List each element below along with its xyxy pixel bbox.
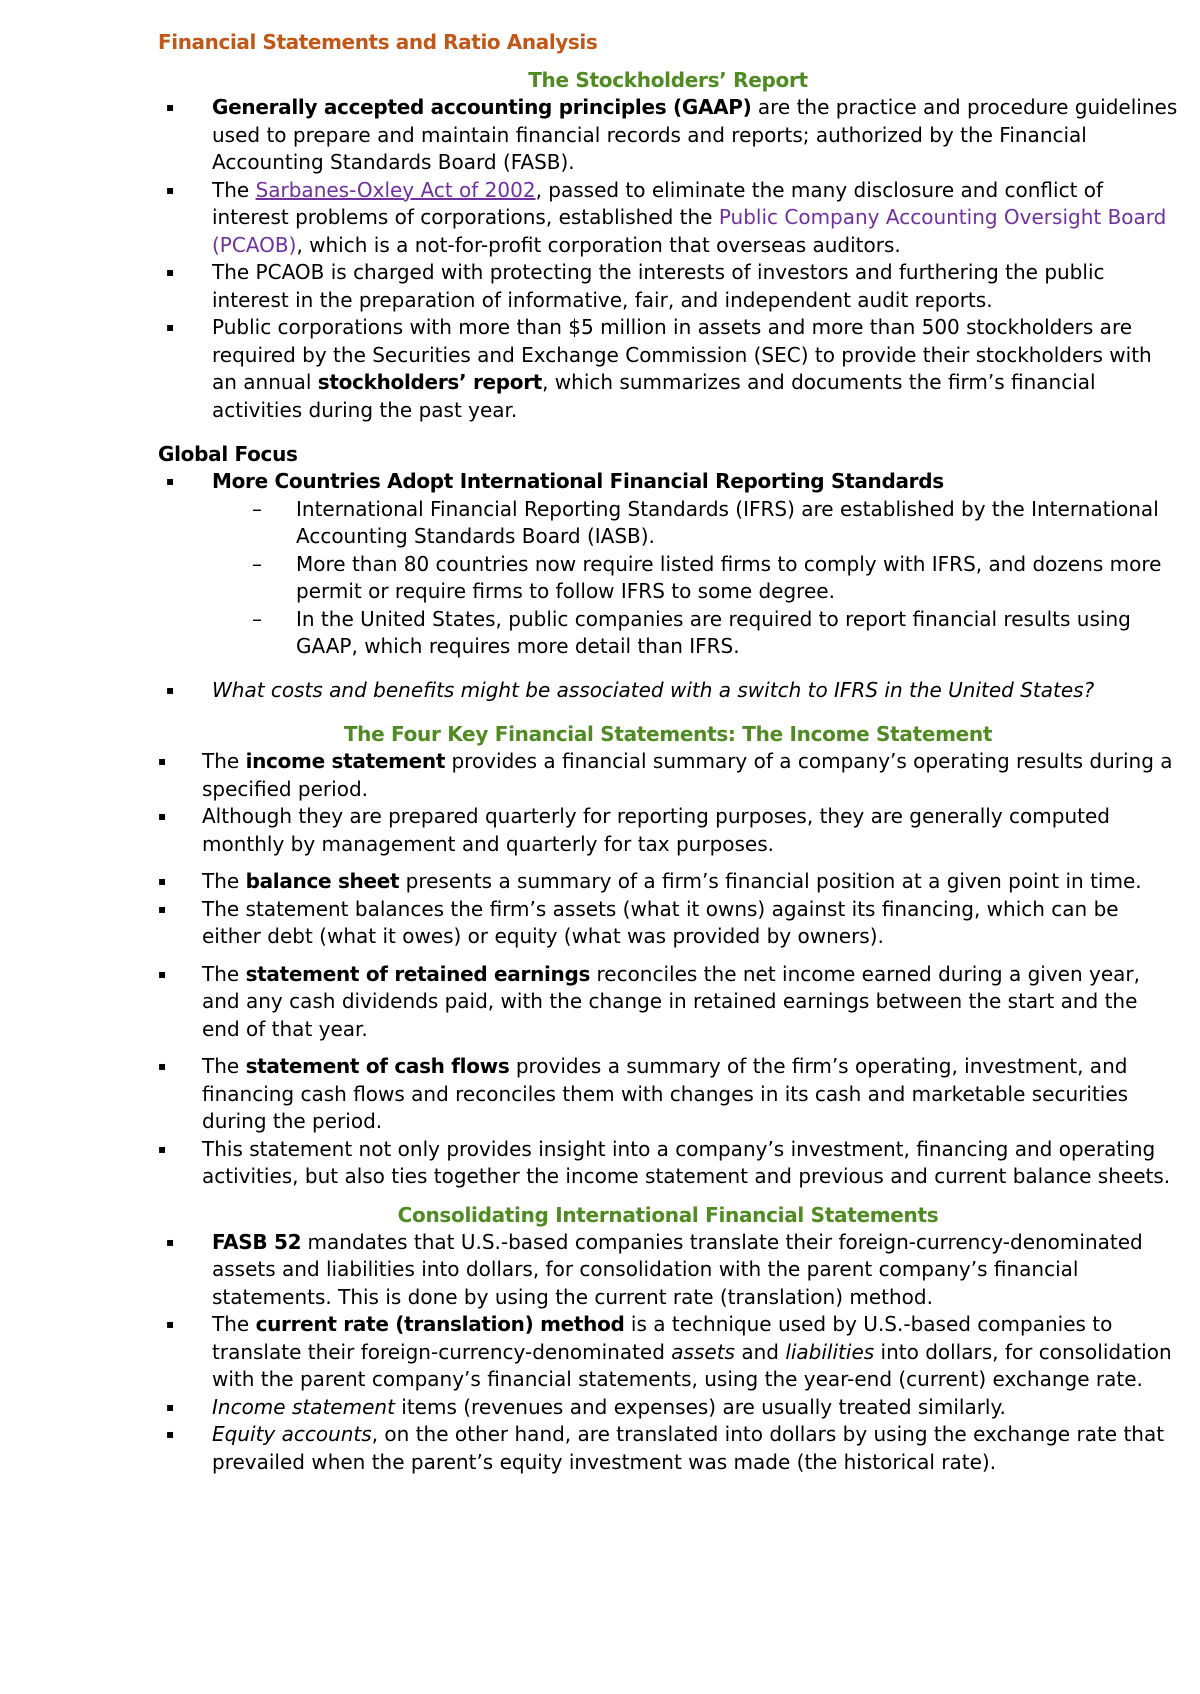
retained-earnings-list — [158, 961, 1178, 1044]
list-item-equity-accounts — [158, 1421, 1178, 1476]
crm-pre: The — [212, 1312, 256, 1336]
term-gaap: Generally accepted accounting principles (GAAP) — [212, 95, 752, 119]
sub-item-ifrs-established: – International Financial Reporting Standards (IFRS) are established by the International Accounting Standards Board (IASB). — [158, 496, 1178, 551]
crm-assets: assets — [671, 1339, 735, 1364]
income-items-text: items (revenues and expenses) are usually treated similarly. — [394, 1394, 1006, 1419]
retained-post: reconciles the net income earned during a given year, and any cash dividends paid, with the change in retained earnings between the start and the end of that year. — [202, 961, 1140, 1041]
balance-sheet-list — [158, 868, 1178, 951]
retained-pre: The — [202, 961, 246, 986]
term-balance-sheet: balance sheet — [245, 869, 400, 893]
document-page — [158, 30, 1178, 1476]
cash-post: provides a summary of the firm’s operating, investment, and financing cash flows and reconciles them with changes in its cash and marketable securities during the period. — [202, 1054, 1129, 1133]
list-item-fasb-52 — [158, 1229, 1178, 1312]
term-equity-accounts: Equity accounts — [212, 1422, 372, 1446]
sox-post: , which is a not-for-profit corporation that overseas auditors. — [296, 232, 901, 257]
list-item-balance-assets: ▪ The statement balances the firm’s assets (what it owns) against its financing, which can be either debt (what it owes) or equity (what was provided by owners). — [158, 896, 1178, 951]
crm-liabilities: liabilities — [785, 1339, 875, 1364]
list-item-retained-earnings — [158, 961, 1178, 1044]
sub-item-80-countries: – More than 80 countries now require listed firms to comply with IFRS, and dozens more permit or require firms to follow IFRS to some degree. — [158, 551, 1178, 606]
list-item-sarbanes-oxley — [158, 177, 1178, 260]
pcaob-name: Public Company Accounting Oversight Board (PCAOB) — [212, 205, 1167, 257]
equity-text: , on the other hand, are translated into dollars by using the exchange rate that prevailed when the parent’s equity investment was made (the historical rate). — [212, 1422, 1165, 1474]
stockholders-list — [158, 94, 1178, 424]
list-item-cash-flows — [158, 1053, 1178, 1136]
term-income-statement-items: Income statement — [212, 1394, 395, 1419]
list-item-gaap — [158, 94, 1178, 177]
crm-mid2: and — [734, 1339, 786, 1364]
list-item-income-prepared: ▪ Although they are prepared quarterly for reporting purposes, they are generally computed monthly by management and quarterly for tax purposes. — [158, 803, 1178, 858]
list-item-public-corporations — [158, 314, 1178, 424]
gaap-text: are the practice and procedure guidelines used to prepare and maintain financial records and reports; authorized by the Financial Accounting Standards Board (FASB). — [212, 95, 1178, 174]
income-post: provides a financial summary of a company’s operating results during a specified period. — [202, 749, 1173, 801]
consolidating-list — [158, 1229, 1178, 1477]
term-retained-earnings: statement of retained earnings — [245, 961, 591, 986]
sarbanes-oxley-link[interactable]: Sarbanes-Oxley Act of 2002 — [255, 177, 536, 202]
list-item-balance-sheet — [158, 868, 1178, 896]
sox-pre: The — [212, 177, 256, 202]
term-fasb-52: FASB 52 — [212, 1229, 302, 1254]
balance-pre: The — [202, 869, 246, 893]
list-item-income-statement — [158, 748, 1178, 803]
term-cash-flows: statement of cash flows — [245, 1054, 510, 1078]
list-item-current-rate-method — [158, 1311, 1178, 1394]
term-income-statement: income statement — [245, 749, 446, 773]
crm-mid1: is a technique used by U.S.-based companies to translate their foreign-currency-denominated — [212, 1312, 1113, 1364]
section-heading-four-key-statements: The Four Key Financial Statements: The Income Statement — [343, 722, 993, 746]
list-item-pcaob: ▪ The PCAOB is charged with protecting the interests of investors and furthering the public interest in the preparation of informative, fair, and independent audit reports. — [158, 259, 1178, 314]
income-statement-list — [158, 748, 1178, 858]
income-pre: The — [202, 749, 246, 773]
list-item-cash-insight: ▪ This statement not only provides insight into a company’s investment, financing and operating activities, but also ties together the income statement and previous and current balance sheets. — [158, 1136, 1178, 1191]
list-item-income-statement-items — [158, 1394, 1178, 1422]
section-heading-consolidating: Consolidating International Financial Statements — [397, 1202, 939, 1227]
section-heading-stockholders-report: The Stockholders’ Report — [528, 68, 808, 92]
sox-mid: , passed to eliminate the many disclosure and conflict of interest problems of corporations, established the — [212, 177, 1104, 229]
global-question-list — [158, 677, 1178, 705]
term-current-rate-method: current rate (translation) method — [255, 1312, 625, 1336]
pubcorp-pre: Public corporations with more than $5 million in assets and more than 500 stockholders are required by the Securities and Exchange Commission (SEC) to provide their stockholders with an annual — [212, 315, 1152, 394]
section-heading-global-focus: Global Focus — [158, 442, 298, 466]
crm-post: into dollars, for consolidation with the parent company’s financial statements, using the year-end (current) exchange rate. — [212, 1339, 1172, 1391]
fasb-text: mandates that U.S.-based companies translate their foreign-currency-denominated assets and liabilities into dollars, for consolidation with the parent company’s financial statements. This is done by using the current rate (translation) method. — [212, 1229, 1143, 1309]
list-item-ifrs-question: ▪ What costs and benefits might be associated with a switch to IFRS in the United States? — [158, 677, 1178, 705]
sub-item-united-states-gaap: – In the United States, public companies are required to report financial results using GAAP, which requires more detail than IFRS. — [158, 606, 1178, 661]
global-focus-list — [158, 468, 1178, 661]
document-title: Financial Statements and Ratio Analysis — [158, 30, 598, 54]
cash-flows-list — [158, 1053, 1178, 1191]
balance-post: presents a summary of a firm’s financial position at a given point in time. — [399, 869, 1142, 893]
term-stockholders-report: stockholders’ report — [317, 370, 543, 394]
pubcorp-post: , which summarizes and documents the firm’s financial activities during the past year. — [212, 370, 1096, 422]
cash-pre: The — [202, 1054, 246, 1078]
list-item-ifrs-adoption: ▪ More Countries Adopt International Financial Reporting Standards — [158, 468, 1178, 496]
